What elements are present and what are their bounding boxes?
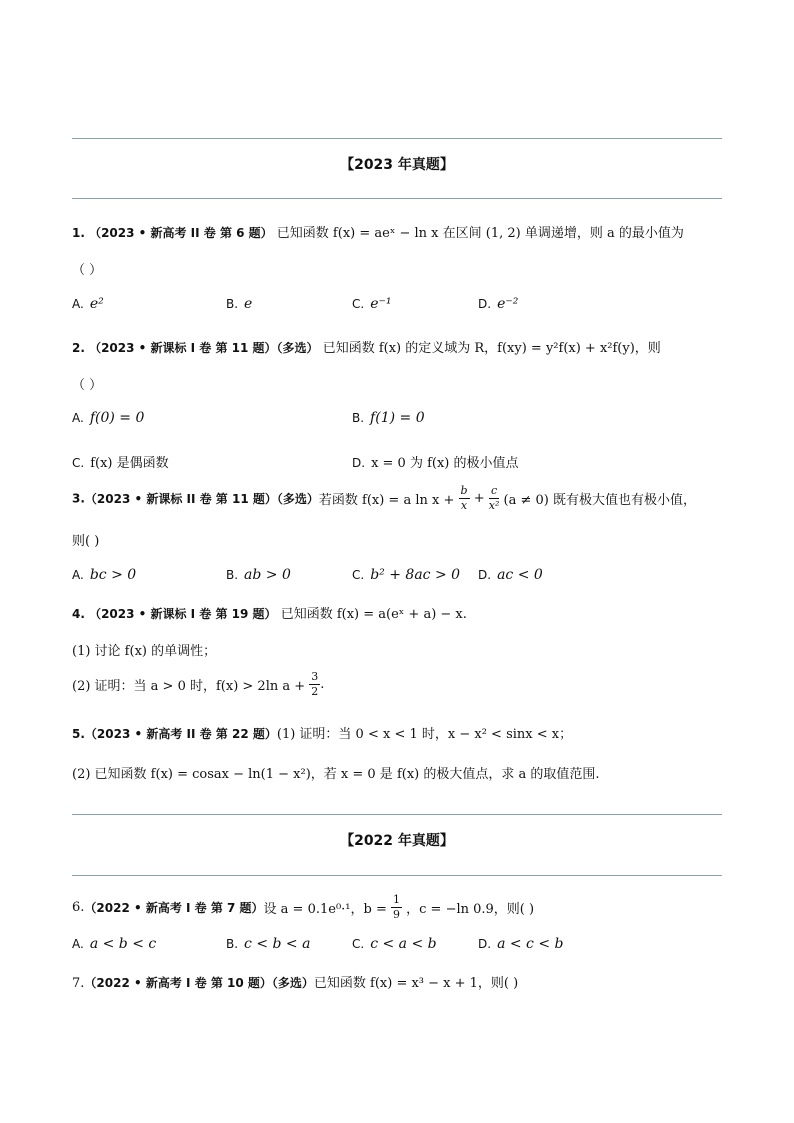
question-number: 3. [72, 491, 85, 506]
option-b: B. ab > 0 [226, 567, 291, 583]
section-title-2023: 【2023 年真题】 [340, 157, 454, 173]
section-title-2022: 【2022 年真题】 [340, 833, 454, 849]
option-b: B. c < b < a [226, 936, 311, 952]
option-c: C. e⁻¹ [352, 296, 392, 312]
option-a: A. f(0) = 0 [72, 410, 145, 426]
answer-paren: （ ） [72, 378, 103, 393]
option-a: A. bc > 0 [72, 567, 137, 583]
fraction: $\frac{1}{9}$ [393, 893, 400, 921]
question-2 [72, 337, 661, 356]
option-b: B. f(1) = 0 [352, 410, 425, 426]
fraction: $\frac{b}{x}$ [460, 484, 468, 512]
question-number: 5. [72, 727, 85, 741]
option-b: B. e [226, 296, 253, 312]
question-1 [72, 222, 684, 241]
question-4-part-2: (2) 证明：当 a > 0 时，f(x) > 2ln a + $\frac{3}{2}$ . [72, 670, 325, 698]
question-source: （2023 • 新课标 I 卷 第 19 题） [89, 607, 277, 621]
fraction: $\frac{c}{\text{x²}}$ [488, 484, 500, 512]
question-text: 已知函数 f(x) 的定义域为 R，f(xy) = y²f(x) + x²f(y)，则 [322, 341, 661, 356]
question-7 [72, 972, 518, 991]
question-5-part-1: (1) 证明：当 0 < x < 1 时，x − x² < sinx < x； [276, 727, 573, 742]
question-text: (a ≠ 0) 既有极大值也有极小值， [503, 493, 696, 508]
option-c: C. c < a < b [352, 936, 437, 952]
question-number: 1. [72, 226, 85, 240]
option-d: D. x = 0 为 f(x) 的极小值点 [352, 456, 519, 471]
question-source: （2023 • 新高考 II 卷 第 22 题） [84, 727, 277, 741]
question-source: （2023 • 新高考 II 卷 第 6 题） [89, 226, 273, 240]
question-text: 已知函数 f(x) = x³ − x + 1，则( ) [313, 976, 519, 991]
option-d: D. e⁻² [478, 296, 519, 312]
option-c: C. b² + 8ac > 0 [352, 567, 461, 583]
question-4-part-1: (1) 讨论 f(x) 的单调性； [72, 644, 217, 659]
question-source: （2022 • 新高考 I 卷 第 10 题）（多选） [84, 976, 314, 990]
answer-paren: 则( ) [72, 534, 100, 549]
divider [72, 138, 722, 139]
question-5 [72, 723, 572, 742]
divider [72, 875, 722, 876]
question-5-part-2: (2) 已知函数 f(x) = cosax − ln(1 − x²)，若 x = 0 是 f(x) 的极大值点，求 a 的取值范围. [72, 767, 600, 782]
question-source: （2022 • 新高考 I 卷 第 7 题） [84, 901, 264, 915]
divider [72, 198, 722, 199]
question-number: 2. [72, 341, 85, 355]
question-number: 7. [72, 976, 85, 991]
fraction: $\frac{3}{2}$ [311, 670, 319, 698]
plus-sign: + [473, 491, 485, 506]
answer-paren: （ ） [72, 263, 103, 278]
question-number: 4. [72, 607, 85, 621]
question-source: （2023 • 新课标 I 卷 第 11 题）（多选） [89, 341, 319, 355]
divider [72, 814, 722, 815]
option-d: D. a < c < b [478, 936, 564, 952]
option-a: A. e² [72, 296, 104, 312]
question-3 [72, 484, 696, 513]
question-text: 已知函数 f(x) = aeˣ − ln x 在区间 (1, 2) 单调递增，则 a 的最小值为 [276, 226, 684, 241]
option-c: C. f(x) 是偶函数 [72, 456, 169, 471]
option-a: A. a < b < c [72, 936, 157, 952]
question-6 [72, 893, 534, 922]
question-text: 设 a = 0.1e⁰·¹，b = [263, 902, 387, 917]
question-text: 已知函数 f(x) = a(eˣ + a) − x. [280, 607, 467, 622]
question-4 [72, 603, 467, 622]
question-source: （2023 • 新课标 II 卷 第 11 题）（多选） [84, 492, 319, 506]
question-text: 若函数 f(x) = a ln x + [318, 493, 455, 508]
option-d: D. ac < 0 [478, 567, 543, 583]
question-number: 6. [72, 900, 85, 915]
question-text: ，c = −ln 0.9，则( ) [406, 902, 535, 917]
